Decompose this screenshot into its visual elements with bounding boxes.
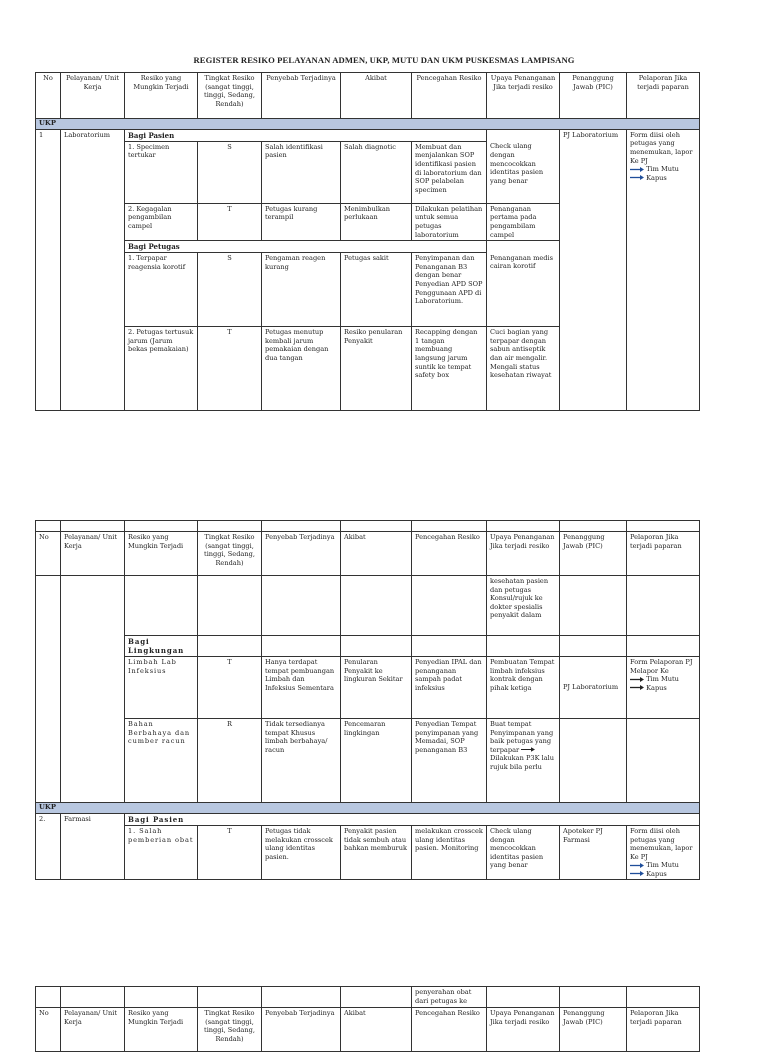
header-effect: Akibat: [341, 73, 412, 119]
level-cell: T: [198, 203, 262, 240]
handling-cell: [487, 719, 560, 803]
header-level: Tingkat Resiko (sangat tinggi, tinggi, Sedang, Rendah): [198, 73, 262, 119]
report-arrow-kapus: [630, 174, 696, 183]
level-cell: S: [198, 141, 262, 203]
report-mutu: Tim Mutu: [646, 861, 679, 870]
header-risk: Resiko yang Mungkin Terjadi: [125, 73, 198, 119]
group-row: [36, 636, 700, 657]
header-unit: Pelayanan/ Unit Kerja: [61, 1008, 125, 1052]
header-pic: Penanggung Jawab (PIC): [560, 532, 627, 576]
header-row: [36, 1008, 700, 1052]
unit-name: Laboratorium: [61, 129, 125, 410]
pic-cell: PJ Laboratorium: [560, 657, 627, 719]
report-cell: [627, 826, 700, 880]
cause-cell: Hanya terdapat tempat pembuangan Limbah dan Infeksius Sementara: [262, 657, 341, 719]
risk-cell: 1. Salah pemberian obat: [125, 826, 198, 880]
header-no: No: [36, 1008, 61, 1052]
table-row: [36, 657, 700, 719]
unit-name: Farmasi: [61, 814, 125, 880]
header-cause: Penyebab Terjadinya: [262, 73, 341, 119]
handling-text: Buat tempat Penyimpanan yang baik petugas yang terpapar: [490, 720, 554, 754]
risk-register-table-3: [35, 986, 700, 1052]
section-row-ukp: [36, 803, 700, 814]
header-report: Pelaporan Jika terjadi paparan: [627, 1008, 700, 1052]
cause-cell: Tidak tersedianya tempat Khusus limbah berbahaya/ racun: [262, 719, 341, 803]
header-row: [36, 532, 700, 576]
header-handling: Upaya Penanganan Jika terjadi resiko: [487, 73, 560, 119]
group-label: Bagi Lingkungan: [125, 636, 198, 657]
header-no: No: [36, 532, 61, 576]
effect-cell: Pencemaran lingkingan: [341, 719, 412, 803]
effect-cell: Penularan Penyakit ke lingkuran Sekitar: [341, 657, 412, 719]
table-row: [36, 826, 700, 880]
prevent-cell: Dilakukan pelatihan untuk semua petugas laboratorium: [412, 203, 487, 240]
level-cell: T: [198, 657, 262, 719]
risk-cell: Bahan Berbahaya dan cumber racun: [125, 719, 198, 803]
pic-cell: Apoteker PJ Farmasi: [560, 826, 627, 880]
report-arrow-kapus: [630, 870, 696, 879]
arrow-right-icon: [521, 746, 535, 753]
report-mutu: Tim Mutu: [646, 675, 679, 684]
level-cell: T: [198, 826, 262, 880]
header-level: Tingkat Resiko (sangat tinggi, tinggi, Sedang, Rendah): [198, 532, 262, 576]
header-row: [36, 73, 700, 119]
header-pic: Penanggung Jawab (PIC): [560, 73, 627, 119]
handling-text-2: Dilakukan P3K lalu rujuk bila perlu: [490, 754, 554, 771]
header-prevent: Pencegahan Resiko: [412, 73, 487, 119]
report-text: Form Pelaporan PJ Melapor Ke: [630, 658, 693, 675]
continuation-row: [36, 576, 700, 636]
cause-cell: Petugas tidak melakukan crosscek ulang identitas pasien.: [262, 826, 341, 880]
report-kapus: Kapus: [646, 683, 667, 692]
report-arrow-mutu: [630, 165, 696, 174]
arrow-right-icon: [630, 174, 644, 181]
group-label: Bagi Petugas: [125, 241, 487, 253]
row-number: 2.: [36, 814, 61, 880]
header-no: No: [36, 73, 61, 119]
header-report: Pelaporan Jika terjadi paparan: [627, 532, 700, 576]
effect-cell: Petugas sakit: [341, 253, 412, 327]
group-label: Bagi Pasien: [125, 814, 700, 826]
effect-cell: Penyakit pasien tidak sembuh atau bahkan memburuk: [341, 826, 412, 880]
header-cause: Penyebab Terjadinya: [262, 1008, 341, 1052]
header-cause: Penyebab Terjadinya: [262, 532, 341, 576]
level-cell: T: [198, 327, 262, 411]
risk-cell: 1. Terpapar reagensia korotif: [125, 253, 198, 327]
report-kapus: Kapus: [646, 173, 667, 182]
group-row: [36, 129, 700, 141]
risk-register-table-2: [35, 520, 700, 880]
arrow-right-icon: [630, 862, 644, 869]
header-risk: Resiko yang Mungkin Terjadi: [125, 1008, 198, 1052]
risk-cell: 2. Kegagalan pengambilan campel: [125, 203, 198, 240]
report-kapus: Kapus: [646, 869, 667, 878]
document-title: REGISTER RESIKO PELAYANAN ADMEN, UKP, MUTU DAN UKM PUSKESMAS LAMPISANG: [193, 55, 575, 65]
header-handling: Upaya Penanganan Jika terjadi resiko: [487, 532, 560, 576]
prevent-cell: penyerahan obat dari petugas ke: [412, 987, 487, 1008]
header-effect: Akibat: [341, 532, 412, 576]
prevent-cell: melakukan crosscek ulang identitas pasien. Monitoring: [412, 826, 487, 880]
pic-cell: PJ Laboratorium: [560, 129, 627, 410]
header-handling: Upaya Penanganan Jika terjadi resiko: [487, 1008, 560, 1052]
header-unit: Pelayanan/ Unit Kerja: [61, 532, 125, 576]
arrow-right-icon: [630, 684, 644, 691]
risk-register-table-1: [35, 72, 700, 411]
risk-cell: 1. Specimen tertukar: [125, 141, 198, 203]
handling-cell: Check ulang dengan mencocokkan identitas pasien yang benar: [487, 826, 560, 880]
level-cell: S: [198, 253, 262, 327]
risk-cell: Limbah Lab Infeksius: [125, 657, 198, 719]
section-label: UKP: [36, 119, 700, 130]
level-cell: R: [198, 719, 262, 803]
cause-cell: Petugas menutup kembali jarum pemakaian dengan dua tangan: [262, 327, 341, 411]
header-effect: Akibat: [341, 1008, 412, 1052]
prevent-cell: Penyedian IPAL dan penanganan sampah padat infeksius: [412, 657, 487, 719]
report-arrow-mutu: [630, 675, 696, 684]
handling-cell: Penanganan pertama pada pengambilam campel: [487, 203, 560, 240]
header-report: Pelaporan Jika terjadi paparan: [627, 73, 700, 119]
prevent-cell: Penyimpanan dan Penanganan B3 dengan benar Penyedian APD SOP Penggunaan APD di Laboratorium.: [412, 253, 487, 327]
arrow-right-icon: [630, 166, 644, 173]
effect-cell: Salah diagnotic: [341, 141, 412, 203]
prevent-cell: Recapping dengan 1 tangan membuang langsung jarum suntik ke tempat safety box: [412, 327, 487, 411]
report-mutu: Tim Mutu: [646, 165, 679, 174]
prevent-cell: Membuat dan menjalankan SOP identifikasi pasien di laboratorium dan SOP pelabelan specimen: [412, 141, 487, 203]
handling-cell: Cuci bagian yang terpapar dengan sabun antiseptik dan air mengalir. Mengali status kesehatan riwayat: [487, 327, 560, 411]
table-row: [36, 719, 700, 803]
handling-cell: Check ulang dengan mencocokkan identitas pasien yang benar: [487, 141, 560, 203]
continuation-row: [36, 987, 700, 1008]
report-arrow-mutu: [630, 861, 696, 870]
risk-cell: 2. Petugas tertusuk jarum (Jarum bekas pemakaian): [125, 327, 198, 411]
header-prevent: Pencegahan Resiko: [412, 1008, 487, 1052]
effect-cell: Menimbulkan perlukaan: [341, 203, 412, 240]
header-risk: Resiko yang Mungkin Terjadi: [125, 532, 198, 576]
group-row: [36, 814, 700, 826]
handling-cell: Penanganan medis cairan korotif: [487, 253, 560, 327]
handling-cell: kesehatan pasien dan petugas Konsul/rujuk ke dokter spesialis penyakit dalam: [487, 576, 560, 636]
effect-cell: Resiko penularan Penyakit: [341, 327, 412, 411]
report-text: Form diisi oleh petugas yang menemukan, lapor Ke PJ: [630, 827, 693, 861]
row-number: 1: [36, 129, 61, 410]
spacer-row: [36, 521, 700, 532]
section-label: UKP: [36, 803, 700, 814]
prevent-cell: Penyedian Tempat penyimpanan yang Memadai, SOP penanganan B3: [412, 719, 487, 803]
header-prevent: Pencegahan Resiko: [412, 532, 487, 576]
report-cell: [627, 657, 700, 719]
report-text: Form diisi oleh petugas yang menemukan, lapor Ke PJ: [630, 130, 693, 165]
header-level: Tingkat Resiko (sangat tinggi, tinggi, Sedang, Rendah): [198, 1008, 262, 1052]
cause-cell: Pengaman reagen kurang: [262, 253, 341, 327]
report-cell: [627, 129, 700, 410]
report-arrow-kapus: [630, 684, 696, 693]
group-label: Bagi Pasien: [125, 129, 487, 141]
handling-cell: Pembuatan Tempat limbah infeksius kontrak dengan pihak ketiga: [487, 657, 560, 719]
cause-cell: Petugas kurang terampil: [262, 203, 341, 240]
header-pic: Penanggung Jawab (PIC): [560, 1008, 627, 1052]
arrow-right-icon: [630, 870, 644, 877]
header-unit: Pelayanan/ Unit Kerja: [61, 73, 125, 119]
arrow-right-icon: [630, 676, 644, 683]
cause-cell: Salah identifikasi pasien: [262, 141, 341, 203]
section-row-ukp: [36, 119, 700, 130]
